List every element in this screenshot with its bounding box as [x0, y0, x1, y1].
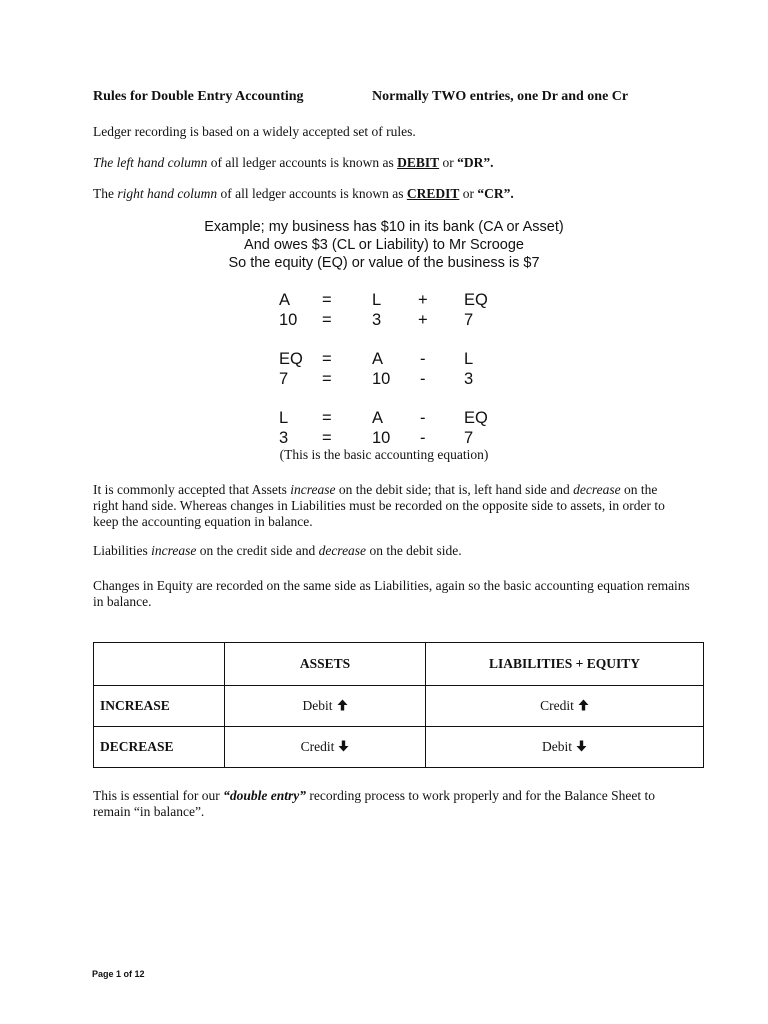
decrease-assets-cell: Credit [225, 727, 426, 768]
page-subheading: Normally TWO entries, one Dr and one Cr [372, 89, 629, 104]
debit-term: DEBIT [397, 155, 440, 170]
intro-line-2: The left hand column of all ledger accounts is known as DEBIT or “DR”. [93, 155, 494, 170]
decrease-liabilities-cell: Debit [426, 727, 704, 768]
down-arrow-icon [338, 740, 349, 752]
down-arrow-icon [576, 740, 587, 752]
up-arrow-icon [578, 699, 589, 711]
equation-caption: (This is the basic accounting equation) [279, 447, 489, 462]
increase-liabilities-cell: Credit [426, 686, 704, 727]
liabilities-rule-paragraph: Liabilities increase on the credit side and decrease on the debit side. [93, 543, 462, 558]
table-corner-cell [94, 643, 225, 686]
example-line-1: Example; my business has $10 in its bank (CA or Asset) [204, 219, 564, 235]
left-hand-column-text: The left hand column [93, 155, 208, 170]
page-heading: Rules for Double Entry Accounting [93, 89, 304, 104]
credit-term: CREDIT [406, 186, 460, 201]
cr-abbr: “CR”. [477, 186, 514, 201]
table-row [94, 727, 704, 768]
example-line-2: And owes $3 (CL or Liability) to Mr Scrooge [244, 237, 524, 253]
liabilities-equity-column-header: LIABILITIES + EQUITY [426, 643, 704, 686]
closing-paragraph: This is essential for our “double entry” recording process to work properly and for the Balance Sheet to remain “in balance”. [93, 788, 655, 819]
debit-credit-rules-table [93, 642, 704, 768]
increase-assets-cell: Debit [225, 686, 426, 727]
row-label-increase: INCREASE [94, 686, 225, 727]
equity-rule-paragraph: Changes in Equity are recorded on the same side as Liabilities, again so the basic accounting equation remains in balance. [93, 578, 690, 609]
right-hand-column-text: right hand column [117, 186, 218, 201]
page-number: Page 1 of 12 [92, 969, 145, 979]
intro-line-1: Ledger recording is based on a widely accepted set of rules. [93, 124, 416, 139]
up-arrow-icon [337, 699, 348, 711]
assets-column-header: ASSETS [225, 643, 426, 686]
dr-abbr: “DR”. [457, 155, 494, 170]
table-row [94, 686, 704, 727]
intro-line-3: The right hand column of all ledger accounts is known as CREDIT or “CR”. [93, 186, 514, 201]
row-label-decrease: DECREASE [94, 727, 225, 768]
table-header-row [94, 643, 704, 686]
example-line-3: So the equity (EQ) or value of the business is $7 [228, 255, 540, 271]
assets-rule-paragraph: It is commonly accepted that Assets increase on the debit side; that is, left hand side and decrease on the right hand side. Whereas changes in Liabilities must be recorded on the opposite side to assets, in order to keep the accounting equation in balance. [93, 482, 665, 529]
